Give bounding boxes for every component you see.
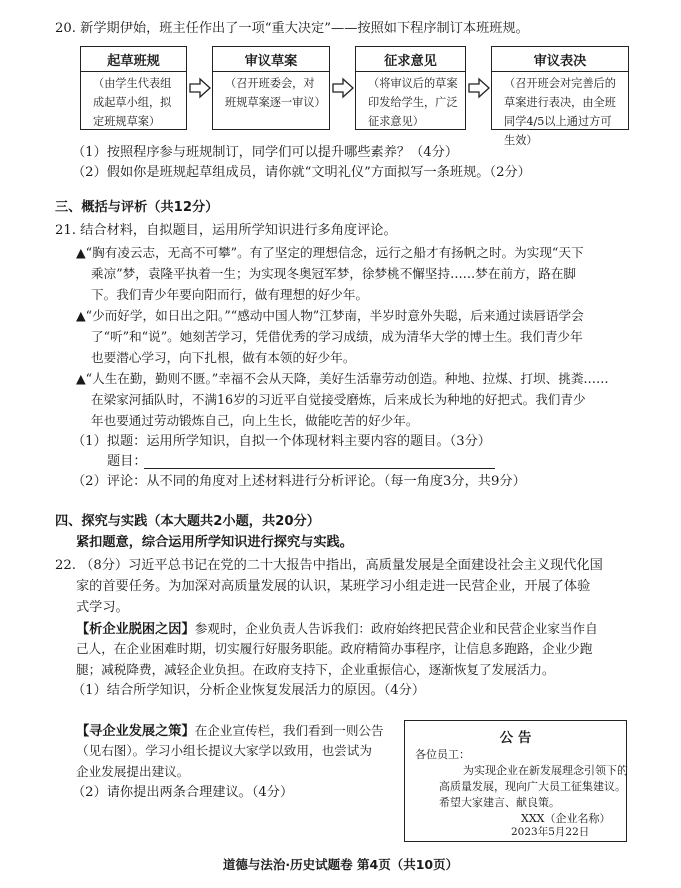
q22-para2-line3: 企业发展提出建议。 [76,764,190,779]
flow-step-4 [491,46,629,147]
section3-heading: 三、概括与评析（共12分） [55,200,219,215]
q21-material-3-line2: 在梁家河插队时，不满16岁的习近平自觉接受磨炼，后来成长为种地的好把式。我们青少 [91,392,586,407]
q21-material-1-line2: 乘凉”梦，袁隆平执着一生；为实现冬奥冠军梦，徐梦桃不懈坚持……梦在前方，路在脚 [91,266,577,281]
q21-material-3-line1: ▲“人生在勤，勤则不匮。”幸福不会从天降，美好生活靠劳动创造。种地、拉煤、打坝、挑粪…… [76,371,609,386]
notice-line1: 为实现企业在新发展理念引领下的 [463,764,628,777]
q22-para1-text: 参观时，企业负责人告诉我们：政府始终把民营企业和民营企业家当作自 [194,621,598,636]
flow-step-1-title: 起草班规 [107,54,160,69]
flow-step-1 [80,46,187,130]
q21-material-2-line1: ▲“少而好学，如日出之阳。”“感动中国人物”江梦南，半岁时意外失聪，后来通过读唇语学会 [76,308,584,323]
q21-title-label: 题目： [107,454,147,469]
flow-step-3-title: 征求意见 [384,54,437,69]
q21-sub1: （1）拟题：运用所学知识，自拟一个体现材料主要内容的题目。（3分） [72,434,491,449]
flow-step-3 [355,46,466,130]
notice-line2: 高质量发展，现向广大员工征集建议。 [439,780,626,793]
q20-sub2: （2）假如你是班规起草组成员，请你就“文明礼仪”方面拟写一条班规。（2分） [72,165,531,180]
q22-stem-line1: 22. （8分）习近平总书记在党的二十大报告中指出，高质量发展是全面建设社会主义现代化国 [55,558,603,573]
q22-para1-line1 [76,618,598,639]
q22-sub2: （2）请你提出两条合理建议。（4分） [72,785,294,800]
q22-para1-line3: 腿；减税降费，减轻企业负担。在政府支持下，企业重振信心，逐渐恢复了发展活力。 [76,662,555,677]
q22-para1-line2: 己人，在企业困难时期，切实履行好服务职能。政府精简办事程序，让信息多跑路，企业少跑 [76,641,593,656]
flow-step-4-title: 审议表决 [533,54,587,69]
q20-stem: 20. 新学期伊始，班主任作出了一项“重大决定”——按照如下程序制订本班班规。 [55,21,529,36]
notice-title: 公 告 [499,730,532,746]
q22-stem-line2: 家的首要任务。为加深对高质量发展的认识，某班学习小组走进一民营企业，开展了体验 [76,579,591,594]
q22-para1-label: 【析企业脱困之因】 [76,622,195,637]
q22-para2-label: 【寻企业发展之策】 [76,724,195,739]
q21-stem: 21. 结合材料，自拟题目，运用所学知识进行多角度评论。 [55,223,397,238]
right-arrow-icon [468,77,490,99]
flow-step-2-desc: （召开班委会，对班规草案逐一审议） [225,77,326,109]
divider [492,71,628,72]
notice-signer: XXX（企业名称） [521,812,611,825]
flow-step-3-desc: （将审议后的草案印发给学生，广泛征求意见） [368,77,458,128]
q20-sub1: （1）按照程序参与班规制订，同学们可以提升哪些素养？（4分） [72,145,459,160]
notice-date: 2023年5月22日 [511,826,590,838]
q21-material-1-line3: 下。我们青少年要向阳而行，做有理想的好少年。 [91,287,369,302]
q22-stem-line3: 式学习。 [76,600,129,615]
notice-box [404,720,627,842]
q22-para2-line1 [76,720,384,741]
q21-material-2-line3: 也要潜心学习，向下扎根，做有本领的好少年。 [91,350,356,365]
page-footer: 道德与法治·历史试题卷 第4页（共10页） [222,857,459,872]
q21-material-2-line2: 了“听”和“说”。她刻苦学习，凭借优秀的学习成绩，成为清华大学的博士生。我们青少年 [91,329,583,344]
divider [81,71,186,72]
q22-para2-line2: （见右图）。学习小组长提议大家学以致用，也尝试为 [76,743,372,758]
notice-line3: 希望大家建言、献良策。 [439,796,560,809]
right-arrow-icon [189,77,211,99]
title-answer-line[interactable] [144,467,495,469]
divider [356,71,465,72]
flow-step-2 [212,46,330,130]
q22-sub1: （1）结合所学知识，分析企业恢复发展活力的原因。（4分） [72,683,426,698]
flow-step-2-title: 审议草案 [244,54,298,69]
q21-sub2: （2）评论：从不同的角度对上述材料进行分析评论。（每一角度3分，共9分） [72,474,526,489]
section4-subheading: 紧扣题意，综合运用所学知识进行探究与实践。 [76,535,353,550]
q21-material-3-line3: 年也要通过劳动锻炼自己，向上生长，做能吃苦的好少年。 [91,413,419,428]
divider [213,71,329,72]
q22-para2-text: 在企业宣传栏，我们看到一则公告 [194,723,384,738]
notice-greeting: 各位员工： [415,748,470,761]
flow-step-4-desc: （召开班会对完善后的草案进行表决，由全班同学4/5以上通过方可生效） [504,77,616,147]
right-arrow-icon [332,77,354,99]
flow-step-1-desc: （由学生代表组成起草小组，拟定班规草案） [93,77,172,128]
section4-heading: 四、探究与实践（本大题共2小题，共20分） [55,514,320,529]
q21-material-1-line1: ▲“胸有凌云志，无高不可攀”。有了坚定的理想信念，远行之船才有扬帆之时。为实现“天下 [76,245,584,260]
